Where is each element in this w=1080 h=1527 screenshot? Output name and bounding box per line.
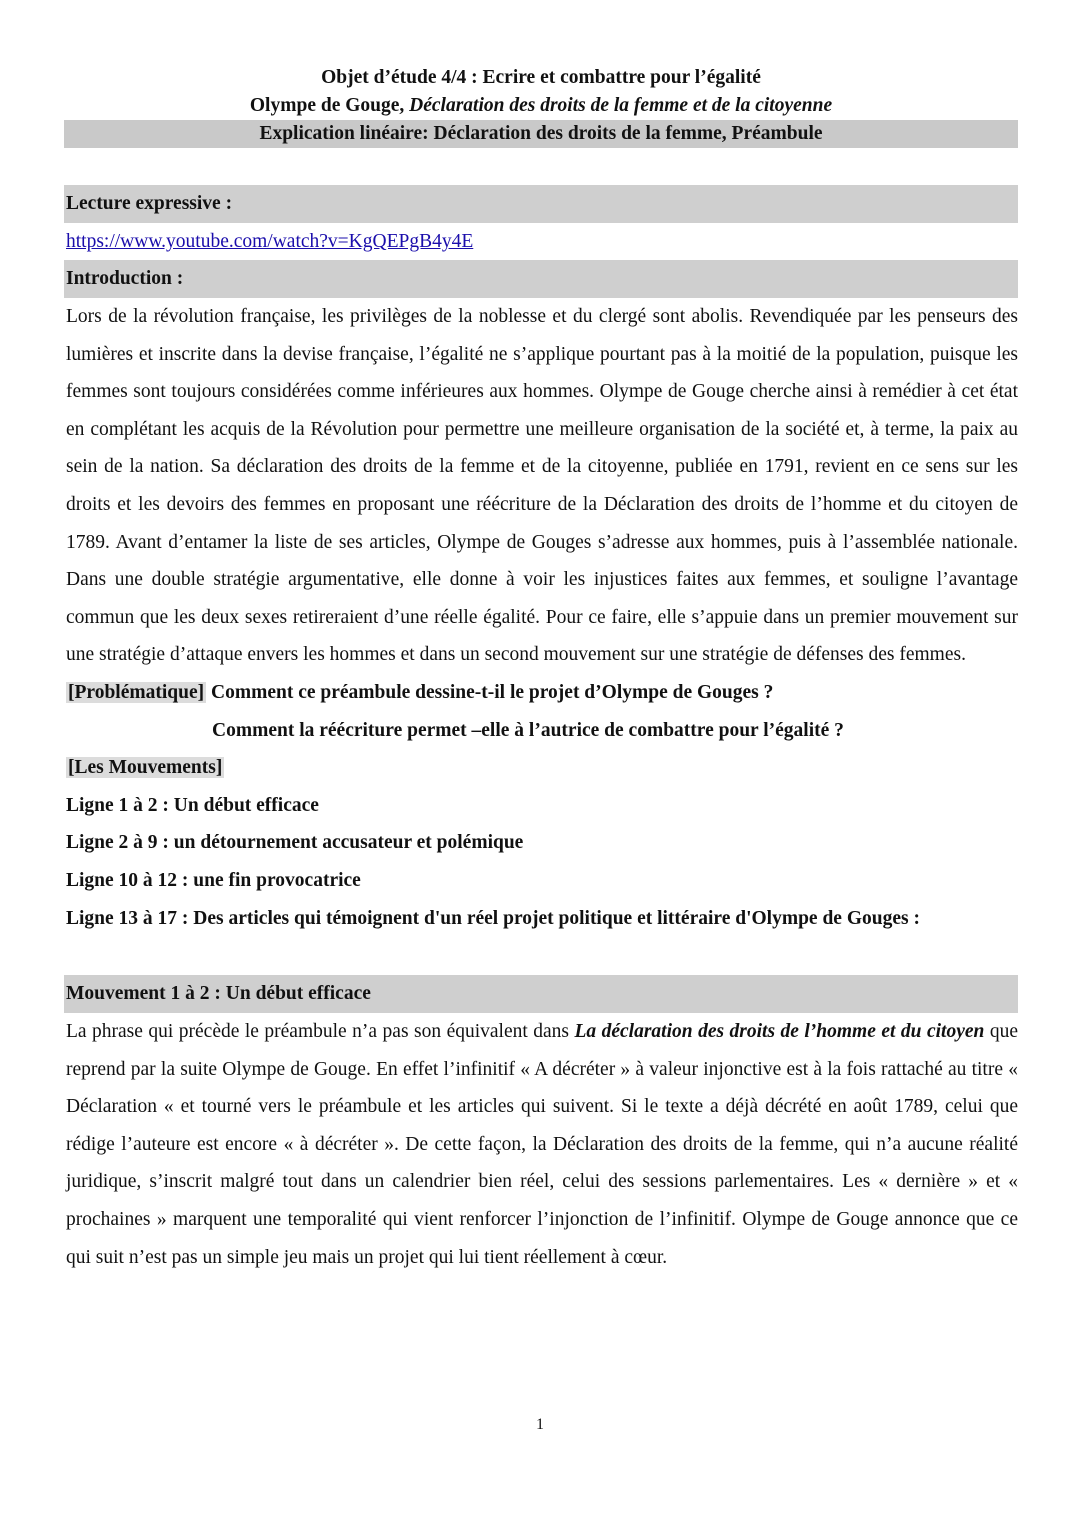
- page-number: 1: [536, 1416, 544, 1433]
- author-name: Olympe de Gouge,: [249, 95, 410, 116]
- problematique-q2: Comment la réécriture permet –elle à l’autrice de combattre pour l’égalité ?: [212, 719, 844, 741]
- introduction-text: Lors de la révolution française, les privilèges de la noblesse et du clergé sont abolis. Revendiquée par les penseurs des lumières et inscrite dans la devise française, l’égalité ne s’applique pourtant pas à la moitié de la population, puisque les femmes sont toujours considérées comme inférieures aux hommes. Olympe de Gouge cherche ainsi à remédier à cet état en complétant les acquis de la Révolution pour permettre une meilleure organisation de la société et, à terme, la paix au sein de la nation. Sa déclaration des droits de la femme et de la citoyenne, publiée en 1791, revient en ce sens sur les droits et les devoirs des femmes en proposant une réécriture de la Déclaration des droits de l’homme et du citoyen de 1789. Avant d’entamer la liste de ses articles, Olympe de Gouges s’adresse aux hommes, puis à l’assemblée nationale. Dans une double stratégie argumentative, elle donne à voir les injustices faites aux femmes, et souligne l’avantage commun que les deux sexes retireraient d’une réelle égalité. Pour ce faire, elle s’appuie dans un premier mouvement sur une stratégie d’attaque envers les hommes et dans un second mouvement sur une stratégie de défenses des femmes.: [66, 306, 1018, 666]
- mouvement1-work-title: La déclaration des droits de l’homme et du citoyen: [574, 1021, 985, 1043]
- mouvement-item: Ligne 10 à 12 : une fin provocatrice: [66, 869, 361, 891]
- introduction-heading: Introduction :: [64, 260, 1018, 298]
- lecture-heading: Lecture expressive :: [64, 185, 1018, 223]
- problematique-tag: [Problématique]: [68, 681, 205, 703]
- video-link[interactable]: https://www.youtube.com/watch?v=KgQEPgB4y4E: [66, 231, 474, 252]
- mouvement-item: Ligne 13 à 17 : Des articles qui témoignent d'un réel projet politique et littéraire d'Olympe de Gouges :: [66, 907, 920, 929]
- header-line-2: [64, 92, 1018, 120]
- header-line-1: Objet d’étude 4/4 : Ecrire et combattre pour l’égalité: [321, 67, 761, 88]
- mouvement1-text-b: que reprend par la suite Olympe de Gouge. En effet l’infinitif « A décréter » à valeur injonctive est à la fois rattaché au titre « Déclaration « et tourné vers le préambule et les articles qui suivent. Si le texte a déjà décrété en août 1789, celui que rédige l’auteure est encore « à décréter ». De cette façon, la Déclaration des droits de la femme, qui n’a aucune réalité juridique, s’inscrit malgré tout dans un calendrier bien réel, celui des sessions parlementaires. Les « dernière » et « prochaines » marquent une temporalité qui vient renforcer l’injonction de l’infinitif. Olympe de Gouge annonce que ce qui suit n’est pas un simple jeu mais un projet qui lui tient réellement à cœur.: [66, 1021, 1018, 1268]
- problematique-q1: Comment ce préambule dessine-t-il le projet d’Olympe de Gouges ?: [206, 681, 774, 703]
- mouvement-item: Ligne 2 à 9 : un détournement accusateur et polémique: [66, 832, 524, 854]
- mouvement-item: Ligne 1 à 2 : Un début efficace: [66, 794, 319, 816]
- mouvement1-text: [64, 1013, 1018, 1276]
- mouvements-tag: [Les Mouvements]: [68, 757, 223, 779]
- work-title: Déclaration des droits de la femme et de la citoyenne: [409, 95, 833, 116]
- mouvement1-heading: Mouvement 1 à 2 : Un début efficace: [64, 975, 1018, 1013]
- document-page: [64, 64, 1018, 1276]
- mouvement1-text-a: La phrase qui précède le préambule n’a pas son équivalent dans: [66, 1021, 575, 1043]
- header-line-3: Explication linéaire: Déclaration des droits de la femme, Préambule: [64, 120, 1018, 148]
- mouvements-tag-line: [64, 749, 1018, 787]
- problematique-line: [64, 674, 1018, 712]
